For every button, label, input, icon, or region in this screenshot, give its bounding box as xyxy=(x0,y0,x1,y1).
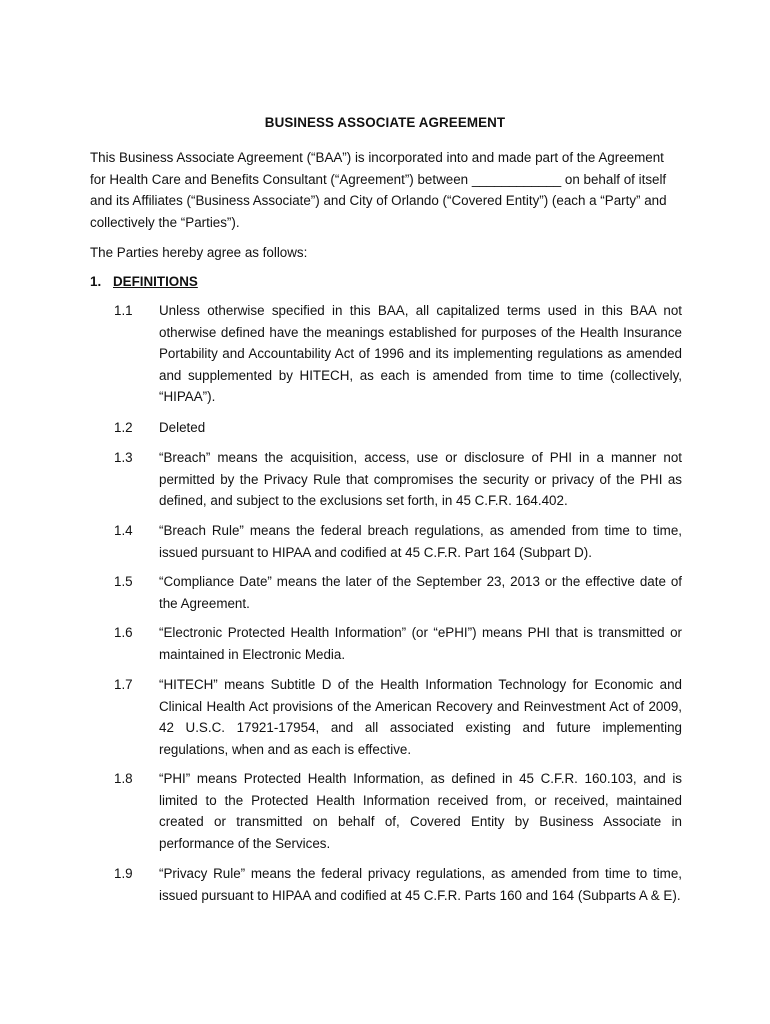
clause-1-3 xyxy=(114,447,682,512)
clause-number: 1.5 xyxy=(114,574,133,589)
clause-1-5 xyxy=(114,571,682,614)
clause-text: “Privacy Rule” means the federal privacy regulations, as amended from time to time, issued pursuant to HIPAA and codified at 45 C.F.R. Parts 160 and 164 (Subparts A & E). xyxy=(159,866,682,903)
clause-number: 1.7 xyxy=(114,677,133,692)
clause-number: 1.4 xyxy=(114,523,133,538)
clause-text: Deleted xyxy=(159,420,206,435)
clause-text: Unless otherwise specified in this BAA, all capitalized terms used in this BAA not otherwise defined have the meanings established for purposes of the Health Insurance Portability and Accountability Act of 1996 and its implementing regulations as amended and supplemented by HITECH, as each is amended from time to time (collectively, “HIPAA”). xyxy=(159,303,682,405)
clause-text: “Breach” means the acquisition, access, use or disclosure of PHI in a manner not permitted by the Privacy Rule that compromises the security or privacy of the PHI as defined, and subject to the exclusions set forth, in 45 C.F.R. 164.402. xyxy=(159,450,682,509)
clause-number: 1.1 xyxy=(114,303,133,318)
clause-number: 1.3 xyxy=(114,450,133,465)
section-number: 1. xyxy=(90,274,102,289)
clause-text: “HITECH” means Subtitle D of the Health Information Technology for Economic and Clinical Health Act provisions of the American Recovery and Reinvestment Act of 2009, 42 U.S.C. 17921-17954, and all associated existing and future implementing regulations, when and as each is effective. xyxy=(159,677,682,757)
intro-paragraph: This Business Associate Agreement (“BAA”) is incorporated into and made part of the Agreement for Health Care and Benefits Consultant (“Agreement”) between ____________ on behalf of itself and its Affiliates (“Business Associate”) and City of Orlando (“Covered Entity”) (each a “Party” and collectively the “Parties”). xyxy=(90,150,667,230)
clause-text: “Breach Rule” means the federal breach regulations, as amended from time to time, issued pursuant to HIPAA and codified at 45 C.F.R. Part 164 (Subpart D). xyxy=(159,523,682,560)
section-title: DEFINITIONS xyxy=(113,274,198,289)
clause-1-8 xyxy=(114,768,682,854)
section-heading xyxy=(90,271,198,293)
parties-statement: The Parties hereby agree as follows: xyxy=(90,245,308,260)
clause-1-7 xyxy=(114,674,682,760)
clause-text: “Compliance Date” means the later of the September 23, 2013 or the effective date of the Agreement. xyxy=(159,574,682,611)
clause-number: 1.6 xyxy=(114,625,133,640)
clause-1-1 xyxy=(114,300,682,408)
clause-number: 1.9 xyxy=(114,866,133,881)
clause-number: 1.2 xyxy=(114,420,133,435)
clause-1-2 xyxy=(114,417,682,439)
clause-text: “Electronic Protected Health Information” (or “ePHI”) means PHI that is transmitted or maintained in Electronic Media. xyxy=(159,625,682,662)
clause-number: 1.8 xyxy=(114,771,133,786)
clause-text: “PHI” means Protected Health Information, as defined in 45 C.F.R. 160.103, and is limited to the Protected Health Information received from, or received, maintained created or transmitted on behalf of, Covered Entity by Business Associate in performance of the Services. xyxy=(159,771,682,851)
clause-1-4 xyxy=(114,520,682,563)
document-title: BUSINESS ASSOCIATE AGREEMENT xyxy=(264,115,506,130)
clause-1-6 xyxy=(114,622,682,665)
clause-1-9 xyxy=(114,863,682,906)
